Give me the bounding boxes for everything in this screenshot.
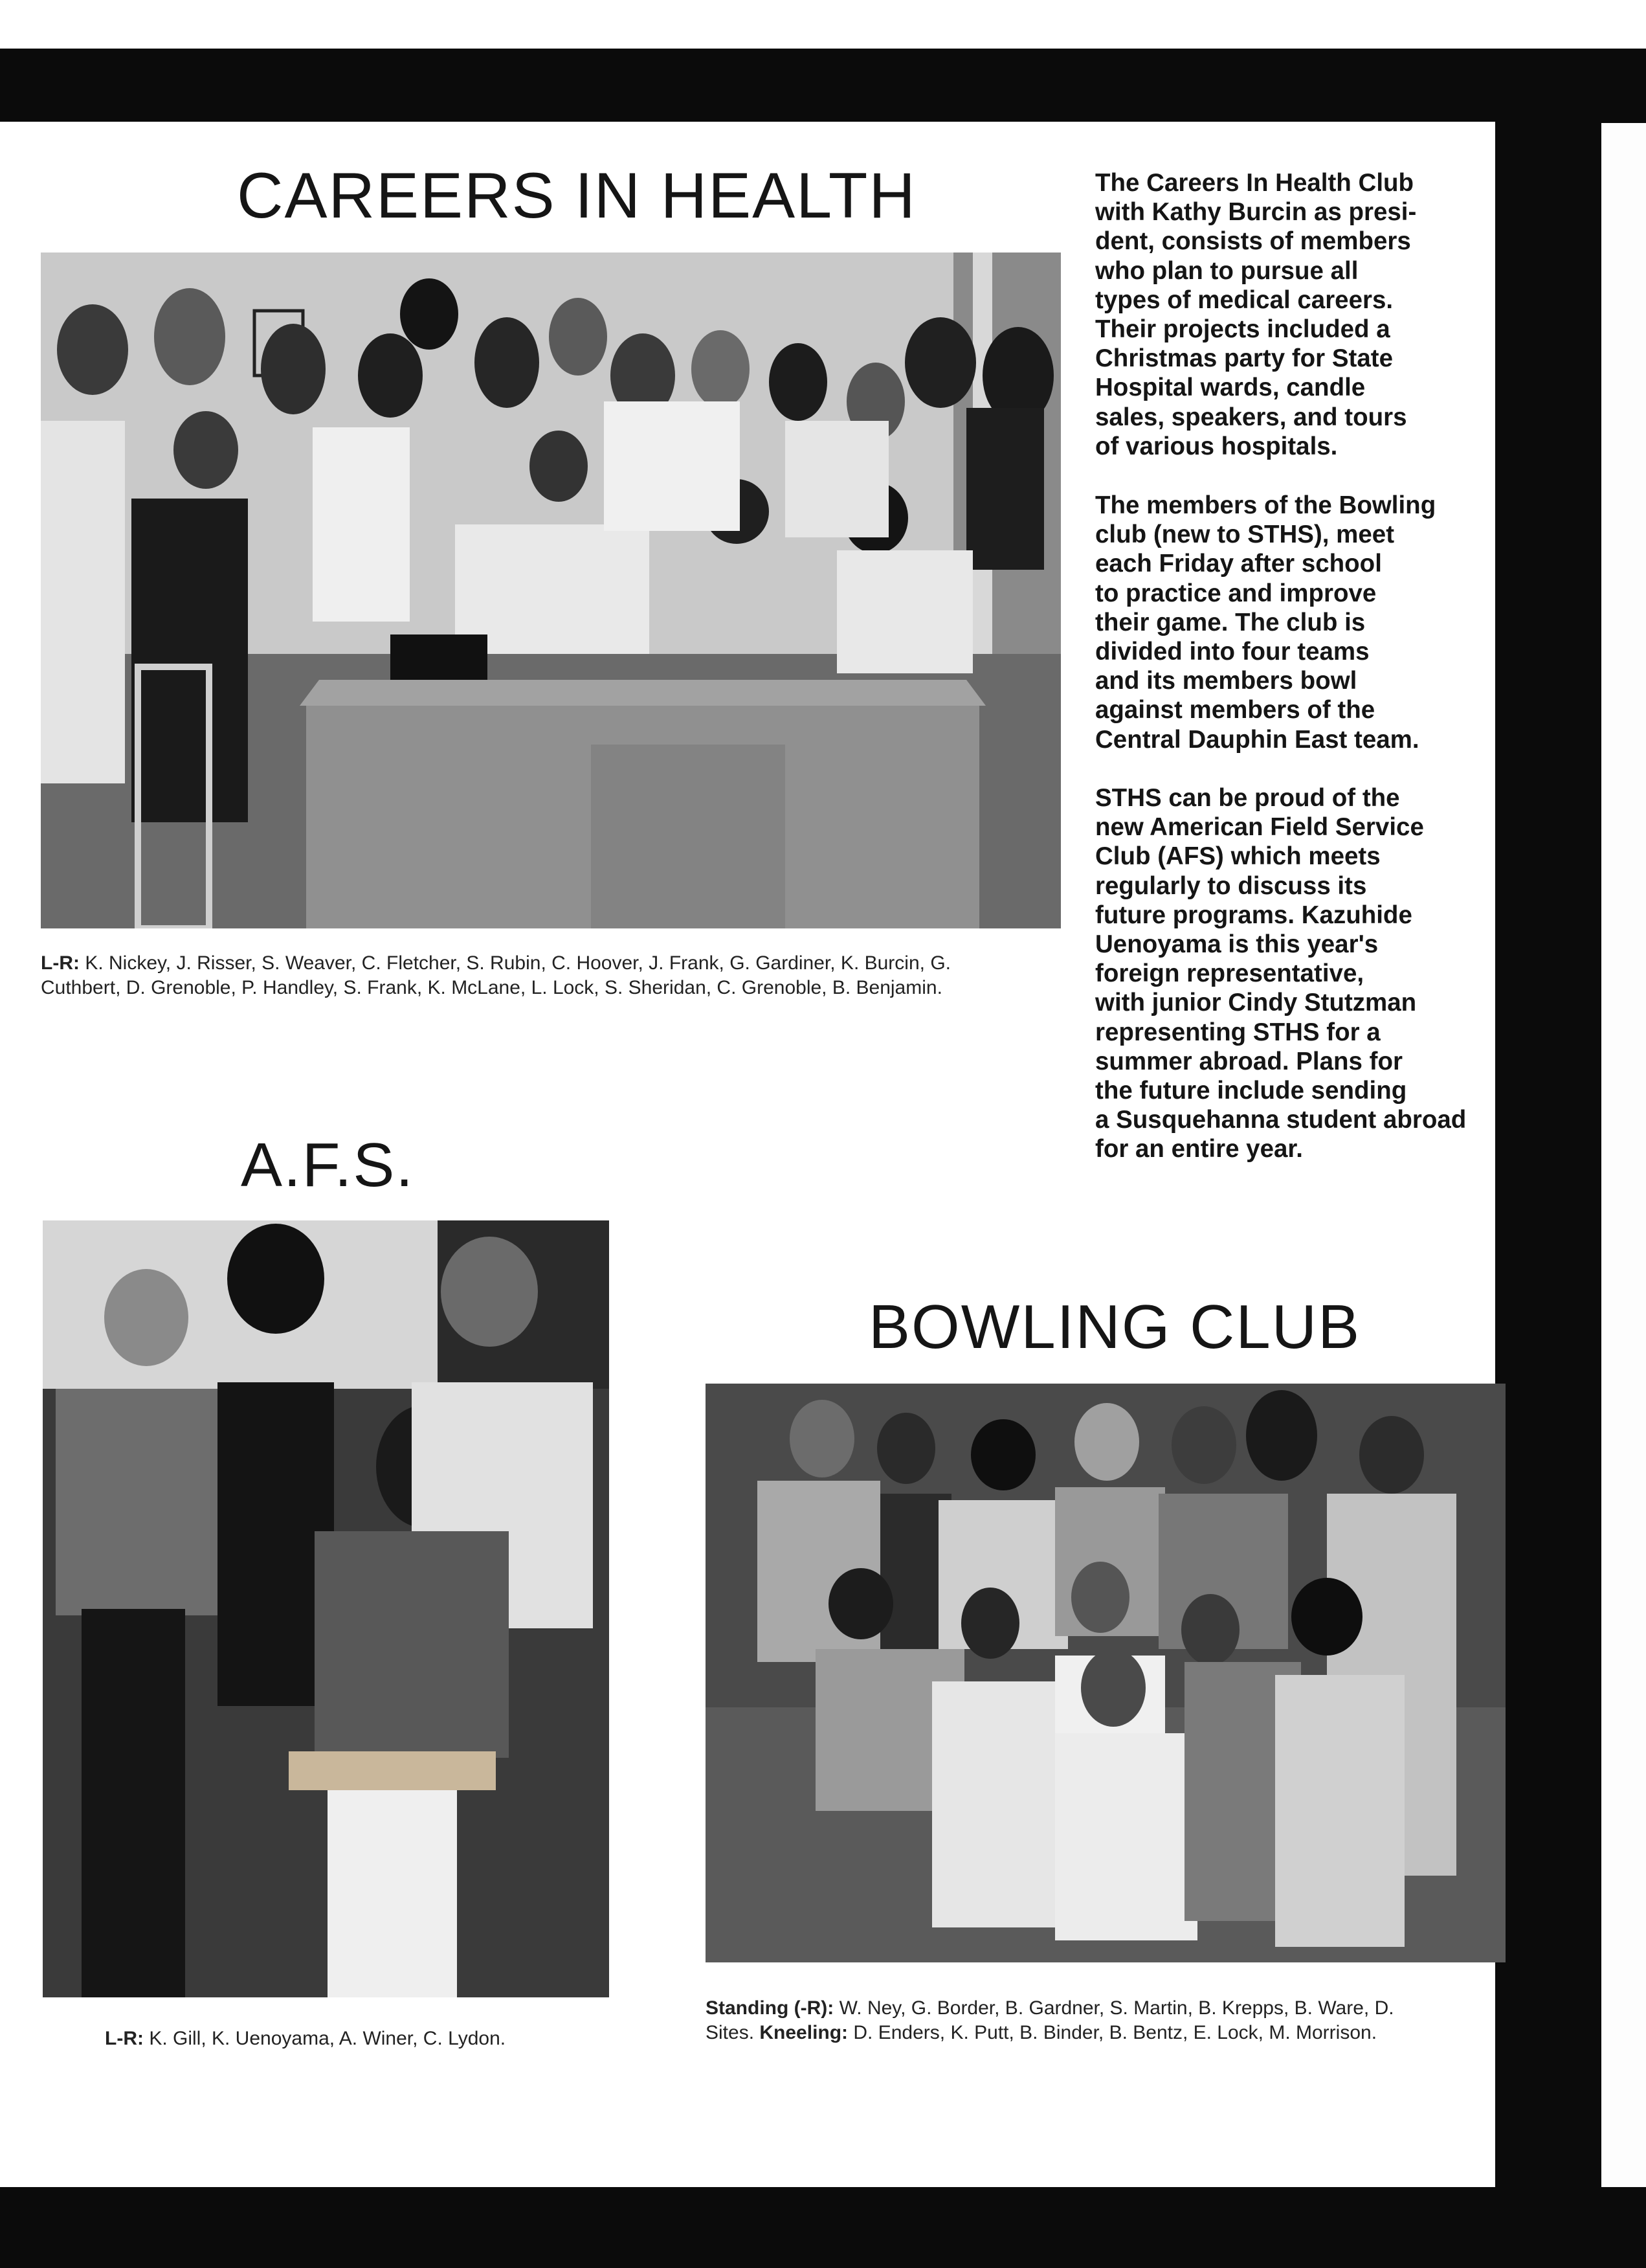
caption-kneeling-names: D. Enders, K. Putt, B. Binder, B. Bentz, E. Lock, M. Morrison. (848, 2022, 1377, 2043)
bowling-club-group-photo (706, 1384, 1506, 1962)
afs-group-photo (43, 1220, 609, 1997)
next-page-edge (1601, 123, 1646, 2188)
caption-names-line2: Cuthbert, D. Grenoble, P. Handley, S. Frank, K. McLane, L. Lock, S. Sheridan, C. Grenoble, B. Benjamin. (41, 977, 942, 998)
bowling-club-heading: BOWLING CLUB (869, 1292, 1361, 1362)
bowling-club-caption (706, 1996, 1394, 2045)
careers-club-paragraph: The Careers In Health Club with Kathy Burcin as presi- dent, consists of members who plan to pursue all types of medical careers. Their projects included a Christmas party for State Hospital wards, candle sales, speakers, and tours of various hospitals. (1095, 169, 1417, 460)
caption-names-line1: K. Nickey, J. Risser, S. Weaver, C. Fletcher, S. Rubin, C. Hoover, J. Frank, G. Gardiner, K. Burcin, G. (79, 952, 951, 974)
caption-lr-label: L-R: (105, 2028, 144, 2049)
caption-standing-label: Standing (-R): (706, 1997, 834, 2019)
afs-heading: A.F.S. (241, 1130, 415, 1200)
afs-caption (105, 2027, 506, 2051)
caption-lr-label: L-R: (41, 952, 80, 974)
careers-in-health-caption (41, 951, 951, 1000)
bowling-club-paragraph: The members of the Bowling club (new to STHS), meet each Friday after school to practice and improve their game. The club is divided into four teams and its members bowl against members of the Central Dauphin East team. (1095, 491, 1436, 754)
caption-standing-names-end: Sites. (706, 2022, 760, 2043)
careers-in-health-heading: CAREERS IN HEALTH (237, 159, 917, 231)
careers-in-health-group-photo (41, 253, 1061, 928)
bottom-black-band (0, 2187, 1646, 2268)
afs-club-paragraph: STHS can be proud of the new American Field Service Club (AFS) which meets regularly to discuss its future programs. Kazuhide Uenoyama is this year's foreign representative, with junior Cindy Stutzman representing STHS for a summer abroad. Plans for the future include sending a Susquehanna student abroad for an entire year. (1095, 784, 1467, 1163)
top-black-band (0, 49, 1646, 122)
caption-kneeling-label: Kneeling: (759, 2022, 849, 2043)
caption-standing-names: W. Ney, G. Border, B. Gardner, S. Martin, B. Krepps, B. Ware, D. (834, 1997, 1394, 2019)
caption-names: K. Gill, K. Uenoyama, A. Winer, C. Lydon. (143, 2028, 506, 2049)
